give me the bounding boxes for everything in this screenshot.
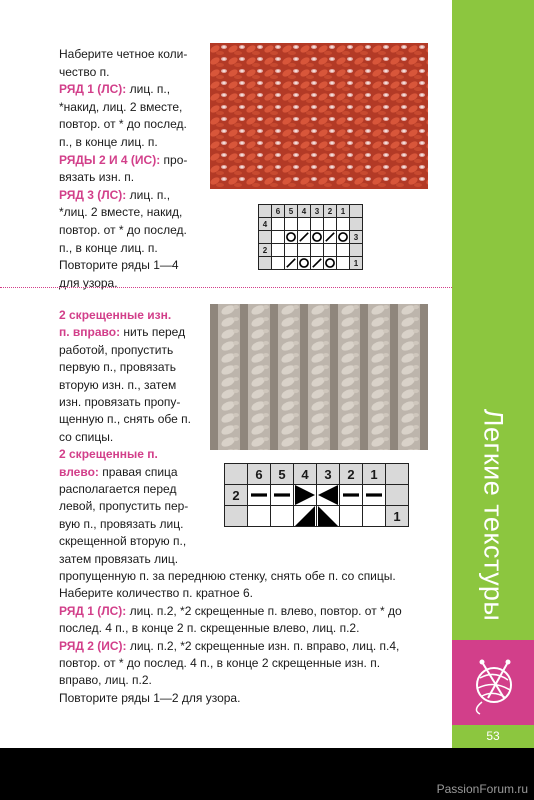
instruction-line [59, 603, 402, 621]
row-heading: 2 скрещенные изн. [59, 308, 172, 322]
bottom-band [0, 748, 534, 800]
instruction-text: Наберите количество п. кратное 6. [59, 586, 253, 601]
chart-cell [311, 244, 324, 257]
instruction-text: щенную п., снять обе п. [59, 412, 191, 427]
section-title: Легкие текстуры [478, 408, 509, 622]
column-number: 5 [271, 464, 294, 485]
instruction-text: лиц. п.2, *2 скрещенные изн. п. вправо, лиц. п.4, [126, 638, 400, 653]
instruction-text: вторую изн. п., затем [59, 377, 177, 392]
instruction-line [59, 620, 359, 638]
instruction-line [59, 275, 118, 293]
row-number: 1 [350, 257, 363, 270]
page-number: 53 [486, 729, 500, 743]
instruction-text: располагается перед [59, 482, 177, 496]
chart-cell [340, 506, 363, 527]
row-number [386, 485, 409, 506]
chart-cell [324, 244, 337, 257]
pattern1-chart [258, 204, 363, 270]
instruction-line [59, 152, 187, 170]
instruction-line [59, 99, 182, 117]
chart-corner [259, 205, 272, 218]
instruction-line [59, 568, 396, 586]
instruction-line [59, 446, 158, 464]
chart-cell [248, 506, 271, 527]
row-number: 2 [225, 485, 248, 506]
chart-corner [225, 464, 248, 485]
red-lace-knit-photo [210, 43, 428, 189]
chart-cell [363, 506, 386, 527]
row-number: 2 [259, 244, 272, 257]
instruction-text: чество п. [59, 64, 110, 79]
instruction-line [59, 498, 188, 516]
instruction-text: лиц. п., [126, 187, 171, 202]
chart-cell [298, 231, 311, 244]
instruction-text: Повторите ряды 1—4 [59, 258, 179, 273]
chart-cell [337, 218, 350, 231]
instruction-text: затем провязать лиц. [59, 551, 179, 566]
instruction-text: *лиц. 2 вместе, накид, [59, 205, 183, 220]
row-heading: РЯДЫ 2 И 4 (ИС): [59, 152, 161, 167]
pattern2-chart [224, 463, 409, 527]
instruction-text: вязать изн. п. [59, 170, 135, 185]
instruction-line [59, 187, 170, 205]
instruction-text: Наберите четное коли- [59, 47, 188, 61]
instruction-text: работой, пропустить [59, 342, 174, 357]
instruction-text: правая спица [98, 464, 178, 479]
chart-cell [272, 218, 285, 231]
row-heading: РЯД 3 (ЛС): [59, 187, 127, 202]
instruction-line [59, 585, 253, 603]
chart-cell [271, 485, 294, 506]
instruction-text: нить перед [120, 325, 186, 340]
instruction-line [59, 64, 110, 82]
row-number [225, 506, 248, 527]
chart-cell [272, 244, 285, 257]
section-sidebar [452, 0, 534, 800]
instruction-line [59, 464, 178, 482]
column-number: 5 [285, 205, 298, 218]
instruction-line [59, 377, 176, 395]
chart-cell [272, 231, 285, 244]
instruction-line [59, 551, 178, 569]
chart-cell [294, 485, 317, 506]
instruction-line [59, 359, 176, 377]
column-number: 4 [294, 464, 317, 485]
instruction-line [59, 655, 380, 673]
instruction-text: скрещенной вторую п., [59, 534, 187, 549]
instruction-line [59, 169, 134, 187]
chart-cell [324, 218, 337, 231]
instruction-text: изн. провязать пропу- [59, 395, 181, 409]
instruction-line [59, 429, 113, 447]
chart-cell [317, 485, 340, 506]
instruction-line [59, 324, 185, 342]
instruction-text: про- [160, 152, 188, 167]
chart-cell [285, 231, 298, 244]
row-number [350, 244, 363, 257]
chart-cell [324, 231, 337, 244]
instruction-text: повтор. от * до послед. [59, 117, 187, 132]
instruction-text: лиц. п., [126, 82, 171, 97]
instruction-text: *накид, лиц. 2 вместе, [59, 99, 183, 114]
chart-cell [271, 506, 294, 527]
chart-corner [350, 205, 363, 218]
chart-cell [317, 506, 340, 527]
instruction-line [59, 222, 187, 240]
row-heading: влево: [59, 464, 99, 479]
yarn-ball-badge [452, 640, 534, 725]
instruction-line [59, 690, 240, 708]
chart-cell [324, 257, 337, 270]
column-number: 2 [340, 464, 363, 485]
instruction-text: послед. 4 п., в конце 2 п. скрещенные влево, лиц. п.2. [59, 621, 360, 636]
instruction-line [59, 240, 158, 258]
instruction-text: пропущенную п. за переднюю стенку, снять обе п. со спицы. [59, 569, 396, 583]
chart-cell [311, 218, 324, 231]
chart-cell [337, 257, 350, 270]
chart-cell [340, 485, 363, 506]
chart-cell [248, 485, 271, 506]
instruction-line [59, 533, 186, 551]
column-number: 6 [272, 205, 285, 218]
instruction-line [59, 638, 399, 656]
instruction-line [59, 46, 187, 64]
chart-cell [311, 257, 324, 270]
section-divider [0, 287, 452, 288]
instruction-text: повтор. от * до послед. [59, 223, 187, 237]
chart-cell [272, 257, 285, 270]
row-number: 1 [386, 506, 409, 527]
column-number: 2 [324, 205, 337, 218]
chart-cell [285, 244, 298, 257]
row-heading: РЯД 2 (ИС): [59, 638, 127, 653]
instruction-text: вую п., провязать лиц. [59, 516, 184, 531]
row-heading: РЯД 1 (ЛС): [59, 603, 127, 618]
instruction-text: лиц. п.2, *2 скрещенные п. влево, повтор. от * до [126, 603, 402, 618]
chart-cell [285, 257, 298, 270]
column-number: 1 [337, 205, 350, 218]
instruction-line [59, 411, 191, 429]
row-number: 3 [350, 231, 363, 244]
row-number [259, 231, 272, 244]
instruction-text: левой, пропустить пер- [59, 499, 189, 514]
instruction-line [59, 672, 152, 690]
instruction-text: вправо, лиц. п.2. [59, 673, 152, 688]
row-number [350, 218, 363, 231]
chart-cell [298, 218, 311, 231]
instruction-text: со спицы. [59, 429, 114, 444]
instruction-line [59, 394, 180, 412]
row-number: 4 [259, 218, 272, 231]
row-heading: п. вправо: [59, 325, 121, 340]
instruction-text: повтор. от * до послед. 4 п., в конце 2 скрещенные изн. п. [59, 656, 381, 670]
row-heading: 2 скрещенные п. [59, 447, 158, 462]
instruction-text: п., в конце лиц. п. [59, 240, 158, 255]
instruction-line [59, 81, 170, 99]
chart-cell [363, 485, 386, 506]
watermark: PassionForum.ru [436, 782, 528, 796]
chart-cell [311, 231, 324, 244]
column-number: 3 [317, 464, 340, 485]
chart-corner [386, 464, 409, 485]
instruction-text: п., в конце лиц. п. [59, 135, 158, 149]
chart-cell [298, 257, 311, 270]
instruction-line [59, 516, 183, 534]
instruction-text: Повторите ряды 1—2 для узора. [59, 690, 241, 705]
instruction-line [59, 481, 176, 499]
yarn-ball-icon [452, 640, 534, 725]
column-number: 4 [298, 205, 311, 218]
instruction-text: для узора. [59, 275, 118, 290]
chart-cell [285, 218, 298, 231]
instruction-line [59, 134, 158, 152]
instruction-line [59, 342, 173, 360]
column-number: 6 [248, 464, 271, 485]
grey-twisted-stitch-photo [210, 304, 428, 450]
chart-cell [298, 244, 311, 257]
instruction-line [59, 307, 171, 325]
chart-cell [294, 506, 317, 527]
instruction-line [59, 204, 182, 222]
instruction-text: первую п., провязать [59, 360, 177, 375]
instruction-line [59, 257, 179, 275]
row-heading: РЯД 1 (ЛС): [59, 82, 127, 97]
column-number: 3 [311, 205, 324, 218]
chart-cell [337, 231, 350, 244]
column-number: 1 [363, 464, 386, 485]
instruction-line [59, 116, 187, 134]
row-number [259, 257, 272, 270]
chart-cell [337, 244, 350, 257]
